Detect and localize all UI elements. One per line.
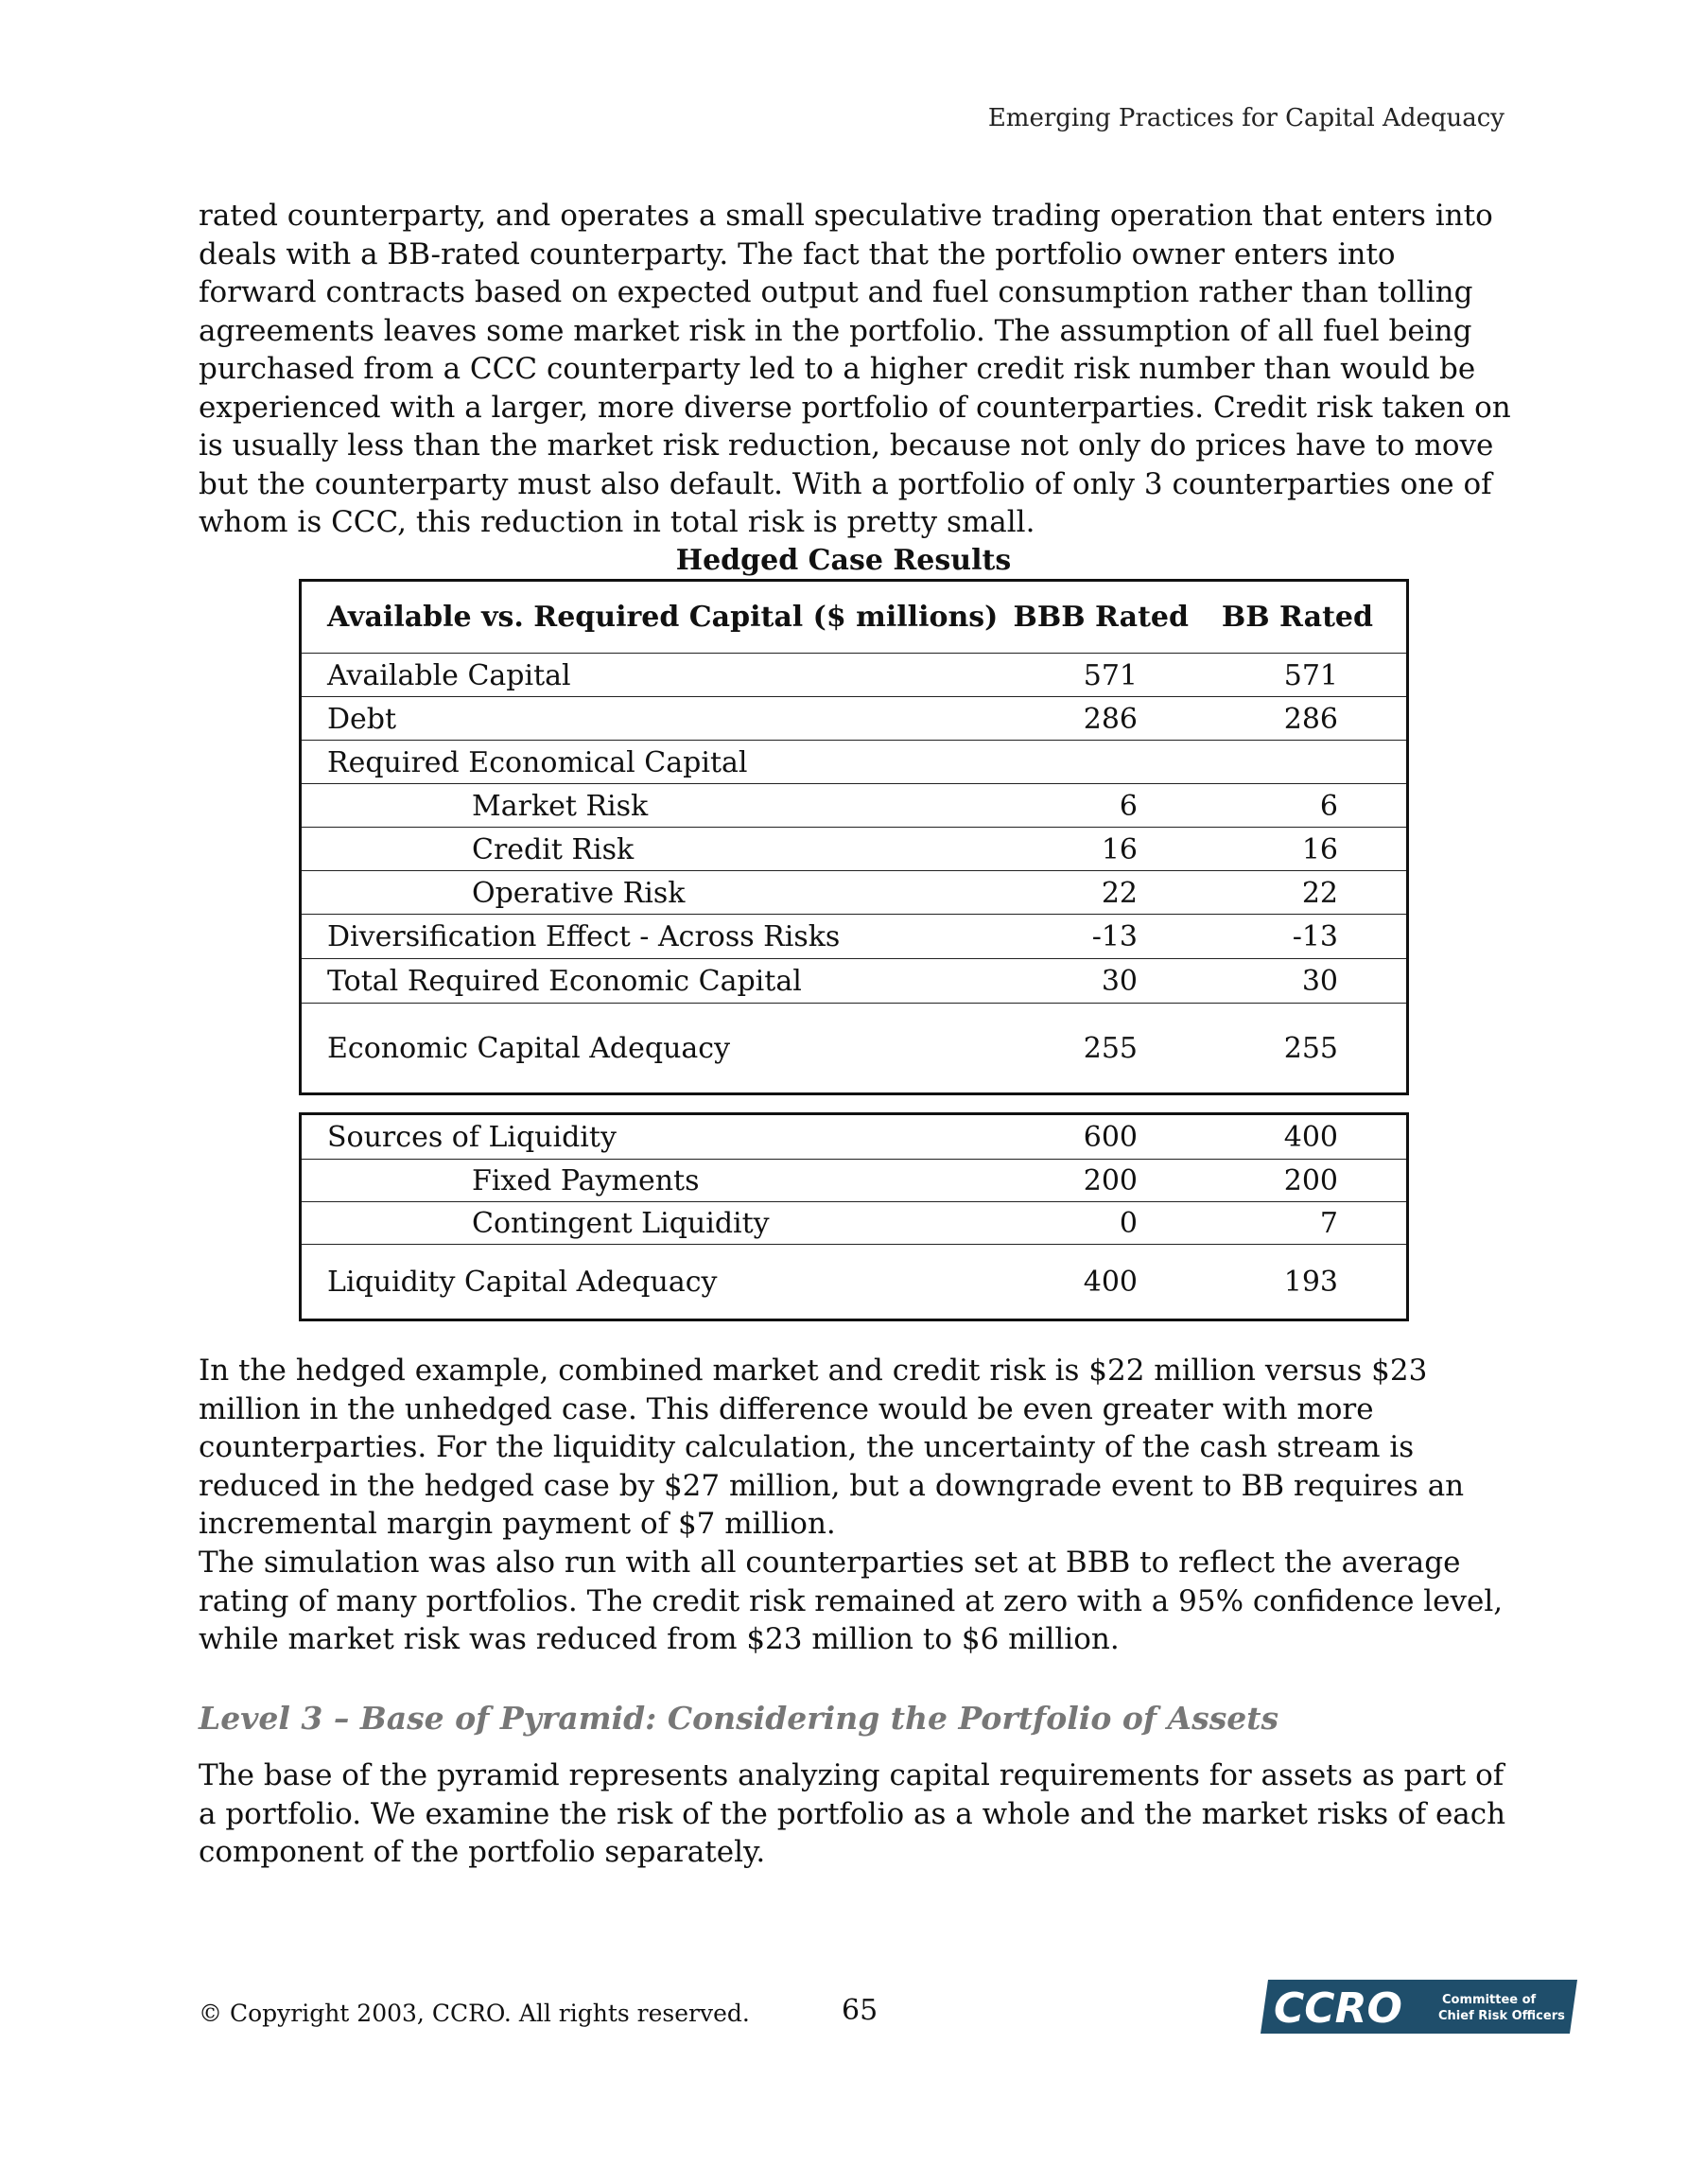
row-label: Available Capital bbox=[327, 658, 571, 692]
row-value-bbb: 286 bbox=[1083, 702, 1138, 736]
table-row bbox=[302, 783, 1406, 828]
row-label: Required Economical Capital bbox=[327, 745, 748, 779]
row-value-bb: 30 bbox=[1301, 965, 1338, 998]
row-value-bb: 6 bbox=[1319, 789, 1338, 823]
running-header: Emerging Practices for Capital Adequacy bbox=[987, 104, 1504, 132]
row-label: Economic Capital Adequacy bbox=[327, 1032, 731, 1065]
row-value-bbb: 255 bbox=[1083, 1032, 1138, 1065]
table-row bbox=[302, 1159, 1406, 1202]
column-header-bbb: BBB Rated bbox=[1013, 601, 1189, 634]
row-label: Debt bbox=[327, 702, 397, 736]
row-label: Total Required Economic Capital bbox=[327, 965, 802, 998]
row-value-bbb: 22 bbox=[1101, 876, 1138, 910]
table-row bbox=[302, 1201, 1406, 1245]
row-label: Sources of Liquidity bbox=[327, 1120, 617, 1154]
row-value-bb: 571 bbox=[1283, 658, 1338, 692]
table-row bbox=[302, 1244, 1406, 1319]
row-value-bbb: 200 bbox=[1083, 1164, 1138, 1197]
row-value-bbb: 600 bbox=[1083, 1120, 1138, 1154]
table-header-row bbox=[302, 582, 1406, 653]
table-row bbox=[302, 740, 1406, 784]
table-row bbox=[302, 1003, 1406, 1093]
row-value-bbb: 6 bbox=[1119, 789, 1138, 823]
column-header-label: Available vs. Required Capital ($ millions) bbox=[327, 601, 999, 634]
row-label: Diversification Effect - Across Risks bbox=[327, 920, 841, 953]
body-paragraph: rated counterparty, and operates a small speculative trading operation that enters into deals with a BB-rated counterparty. The fact that the portfolio owner enters into forward contracts based on expected output and fuel consumption rather than tolling agreements leaves some market risk in the portfolio. The assumption of all fuel being purchased from a CCC counterparty led to a higher credit risk number than would be experienced with a larger, more diverse portfolio of counterparties. Credit risk taken on is usually less than the market risk reduction, because not only do prices have to move but the counterparty must also default. With a portfolio of only 3 counterparties one of whom is CCC, this reduction in total risk is pretty small. bbox=[199, 199, 1511, 539]
row-value-bbb: 30 bbox=[1101, 965, 1138, 998]
row-value-bbb: 400 bbox=[1083, 1266, 1138, 1299]
section-heading: Level 3 – Base of Pyramid: Considering the Portfolio of Assets bbox=[199, 1700, 1279, 1737]
body-paragraph: In the hedged example, combined market and credit risk is $22 million versus $23 million in the unhedged case. This difference would be even greater with more counterparties. For the liquidity calculation, the uncertainty of the cash stream is reduced in the hedged case by $27 million, but a downgrade event to BB requires an incremental margin payment of $7 million. bbox=[199, 1354, 1465, 1541]
row-value-bb: 7 bbox=[1319, 1207, 1338, 1240]
row-value-bb: 22 bbox=[1301, 876, 1338, 910]
row-label: Market Risk bbox=[472, 789, 649, 823]
row-value-bbb: -13 bbox=[1091, 920, 1138, 953]
row-value-bb: 286 bbox=[1283, 702, 1338, 736]
page-number: 65 bbox=[842, 1994, 878, 2027]
row-label: Liquidity Capital Adequacy bbox=[327, 1266, 718, 1299]
copyright-notice: © Copyright 2003, CCRO. All rights reserved. bbox=[199, 2000, 750, 2027]
row-label: Fixed Payments bbox=[472, 1164, 700, 1197]
row-value-bb: 400 bbox=[1283, 1120, 1338, 1154]
row-label: Contingent Liquidity bbox=[472, 1207, 770, 1240]
row-value-bbb: 0 bbox=[1119, 1207, 1138, 1240]
table-row bbox=[302, 696, 1406, 741]
row-value-bb: 200 bbox=[1283, 1164, 1338, 1197]
table-row bbox=[302, 827, 1406, 871]
table-row bbox=[302, 914, 1406, 959]
table-row bbox=[302, 653, 1406, 697]
row-value-bb: 16 bbox=[1301, 832, 1338, 866]
liquidity-table bbox=[299, 1112, 1409, 1321]
row-value-bbb: 571 bbox=[1083, 658, 1138, 692]
table-title: Hedged Case Results bbox=[675, 544, 1012, 577]
row-label: Credit Risk bbox=[472, 832, 635, 866]
body-paragraph: The simulation was also run with all counterparties set at BBB to reflect the average rating of many portfolios. The credit risk remained at zero with a 95% confidence level, while market risk was reduced from $23 million to $6 million. bbox=[199, 1546, 1504, 1656]
logo-line2: Chief Risk Officers bbox=[1438, 2009, 1565, 2023]
table-row bbox=[302, 1115, 1406, 1159]
row-label: Operative Risk bbox=[472, 876, 686, 910]
logo-mark: CCRO bbox=[1274, 1984, 1402, 2033]
row-value-bbb: 16 bbox=[1101, 832, 1138, 866]
column-header-bb: BB Rated bbox=[1221, 601, 1373, 634]
row-value-bb: 193 bbox=[1283, 1266, 1338, 1299]
body-paragraph: The base of the pyramid represents analyzing capital requirements for assets as part of a portfolio. We examine the risk of the portfolio as a whole and the market risks of each component of the portfolio separately. bbox=[199, 1758, 1506, 1869]
row-value-bb: -13 bbox=[1292, 920, 1338, 953]
table-row bbox=[302, 958, 1406, 1004]
logo-line1: Committee of bbox=[1442, 1993, 1537, 2007]
ccro-logo bbox=[1261, 1980, 1577, 2034]
capital-table bbox=[299, 579, 1409, 1095]
table-row bbox=[302, 870, 1406, 915]
row-value-bb: 255 bbox=[1283, 1032, 1338, 1065]
